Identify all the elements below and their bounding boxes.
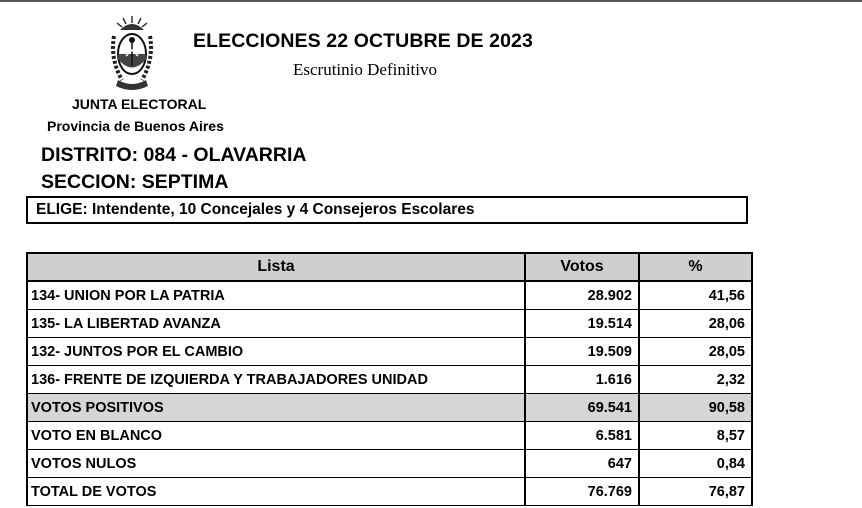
- cell-lista: VOTOS POSITIVOS: [27, 394, 525, 422]
- cell-votos: 6.581: [525, 422, 639, 450]
- coat-of-arms-icon: [108, 14, 156, 94]
- header-lista: Lista: [27, 253, 525, 281]
- cell-lista: 134- UNION POR LA PATRIA: [27, 281, 525, 310]
- cell-pct: 28,05: [639, 338, 752, 366]
- table-row-total: [27, 478, 752, 506]
- cell-lista: 136- FRENTE DE IZQUIERDA Y TRABAJADORES UNIDAD: [27, 366, 525, 394]
- cell-votos: 28.902: [525, 281, 639, 310]
- cell-pct: 2,32: [639, 366, 752, 394]
- cell-votos: 647: [525, 450, 639, 478]
- cell-lista: VOTOS NULOS: [27, 450, 525, 478]
- cell-votos: 69.541: [525, 394, 639, 422]
- table-header-row: [27, 253, 752, 281]
- cell-pct: 76,87: [639, 478, 752, 506]
- table-row: [27, 281, 752, 310]
- results-table: [26, 252, 753, 506]
- cell-votos: 1.616: [525, 366, 639, 394]
- top-border: [0, 0, 862, 2]
- cell-pct: 90,58: [639, 394, 752, 422]
- table-row-positivos: [27, 394, 752, 422]
- cell-votos: 76.769: [525, 478, 639, 506]
- table-row: [27, 450, 752, 478]
- header-pct: %: [639, 253, 752, 281]
- cell-pct: 41,56: [639, 281, 752, 310]
- cell-votos: 19.514: [525, 310, 639, 338]
- page-subtitle: Escrutinio Definitivo: [293, 60, 438, 79]
- cell-lista: VOTO EN BLANCO: [27, 422, 525, 450]
- cell-lista: 135- LA LIBERTAD AVANZA: [27, 310, 525, 338]
- distrito-label: DISTRITO: 084 - OLAVARRIA: [41, 144, 307, 166]
- table-row: [27, 338, 752, 366]
- org-name: JUNTA ELECTORAL: [72, 96, 207, 112]
- cell-pct: 8,57: [639, 422, 752, 450]
- page-title: ELECCIONES 22 OCTUBRE DE 2023: [193, 30, 533, 52]
- header-votos: Votos: [525, 253, 639, 281]
- table-row: [27, 422, 752, 450]
- cell-lista: TOTAL DE VOTOS: [27, 478, 525, 506]
- org-province: Provincia de Buenos Aires: [47, 118, 224, 134]
- elige-box: ELIGE: Intendente, 10 Concejales y 4 Consejeros Escolares: [26, 196, 748, 224]
- cell-lista: 132- JUNTOS POR EL CAMBIO: [27, 338, 525, 366]
- cell-pct: 28,06: [639, 310, 752, 338]
- table-row: [27, 310, 752, 338]
- cell-votos: 19.509: [525, 338, 639, 366]
- table-row: [27, 366, 752, 394]
- cell-pct: 0,84: [639, 450, 752, 478]
- seccion-label: SECCION: SEPTIMA: [41, 171, 229, 193]
